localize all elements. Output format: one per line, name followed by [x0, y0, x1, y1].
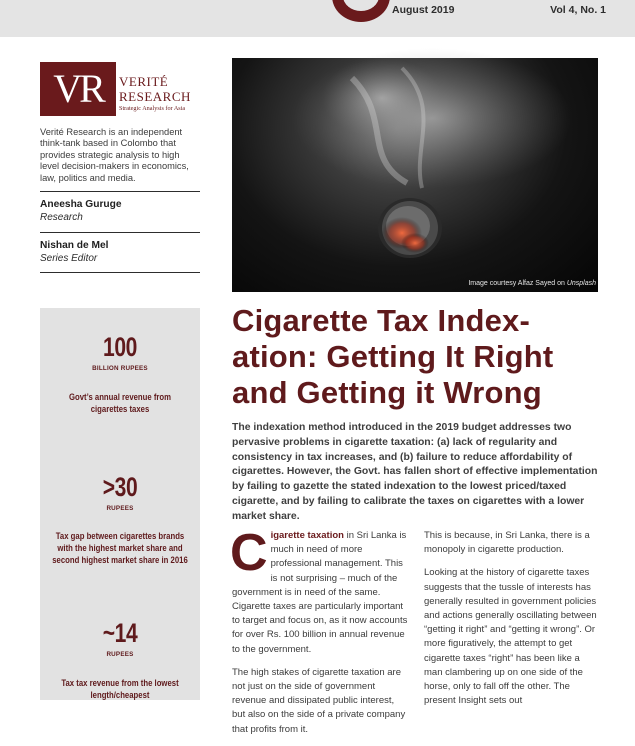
stat-value: ~14: [102, 618, 138, 648]
author-divider: [40, 272, 200, 273]
author-block: [40, 232, 200, 264]
article-paragraph: The high stakes of cigarette taxation are not just on the side of government revenue and dissipated public interest, but also on the side of a private company that profits from it.: [232, 666, 406, 735]
image-credit: Image courtesy Alfaz Sayed on Unsplash: [468, 280, 596, 287]
highlight-term: igarette taxation: [270, 530, 344, 541]
article-title: Cigarette Tax Index-ation: Getting It Right and Getting it Wrong: [232, 303, 554, 410]
issue-date: August 2019: [392, 4, 455, 16]
sidebar: [40, 62, 200, 273]
org-description: Verité Research is an independent think-tank based in Colombo that provides strategic analysis to high level decision-makers in economics, law, politics and media.: [40, 127, 189, 183]
stat-value: >30: [102, 472, 138, 502]
masthead-logo-fragment: [332, 0, 390, 22]
stat-unit: RUPEES: [106, 505, 134, 512]
stat-value: 100: [103, 332, 137, 362]
masthead-bar: [0, 0, 635, 37]
author-name: Nishan de Mel: [40, 240, 109, 252]
cigarette-illustration: [232, 58, 598, 292]
key-figures-panel: [40, 308, 200, 700]
article-column-left: [230, 524, 408, 746]
stat-unit: BILLION RUPEES: [92, 365, 148, 372]
logo-name-line2: RESEARCH: [119, 89, 191, 104]
logo-tagline: Strategic Analysis for Asia: [119, 105, 186, 112]
stat-description: Tax tax revenue from the lowest length/cheapest: [61, 678, 179, 700]
stat-item: [40, 618, 200, 702]
image-credit-source: Unsplash: [566, 280, 596, 287]
article-paragraph: This is because, in Sri Lanka, there is a monopoly in cigarette production.: [424, 530, 590, 556]
author-role: Research: [40, 212, 83, 224]
stat-unit: RUPEES: [106, 651, 134, 658]
author-name: Aneesha Guruge: [40, 199, 122, 211]
logo-name-line1: VERITÉ: [119, 74, 169, 89]
author-role: Series Editor: [40, 253, 98, 265]
article-column-right: [424, 529, 600, 717]
article-paragraph: Looking at the history of cigarette taxes suggests that the tussle of interests has generally resulted in government policies and actions generally oscillating between “getting it right” and “getting it wrong”. Or more figuratively, the attempt to get cigarette taxes “right” has been like a man clambering up on one side of the horse, only to fall off the other. The present Insight sets out: [424, 567, 597, 707]
stat-item: [40, 332, 200, 416]
stat-description: Tax gap between cigarettes brands with the highest market share and second highest market share in 2016: [52, 531, 188, 565]
drop-cap: C: [230, 524, 268, 582]
author-block: [40, 191, 200, 223]
stat-description: Govt’s annual revenue from cigarettes taxes: [68, 392, 172, 414]
verite-research-logo: [40, 62, 200, 116]
cigarette-photo: [232, 58, 598, 292]
logo-wordmark: [119, 74, 191, 104]
issue-volume: Vol 4, No. 1: [550, 4, 606, 16]
article-paragraph: Cigarette taxation in Sri Lanka is much in need of more professional management. This is not surprising – much of the government is in need of the same. Cigarette taxes are particularly important to target and focus on, as it now accounts for over Rs. 100 billion in annual revenue to the government.: [230, 524, 408, 655]
article-summary: The indexation method introduced in the 2019 budget addresses two pervasive problems in cigarette taxation: (a) lack of regularity and consistency in tax increases, and (b) failure to reduce affordability of cigarettes. However, the Govt. has fallen short of effective implementation by failing to gazette the stated indexation to the lowest priced/taxed cigarette, and by failing to calibrate the taxes on cigarettes with a lower market share.: [232, 422, 598, 522]
stat-item: [40, 472, 200, 566]
logo-mark: VR: [40, 62, 116, 116]
